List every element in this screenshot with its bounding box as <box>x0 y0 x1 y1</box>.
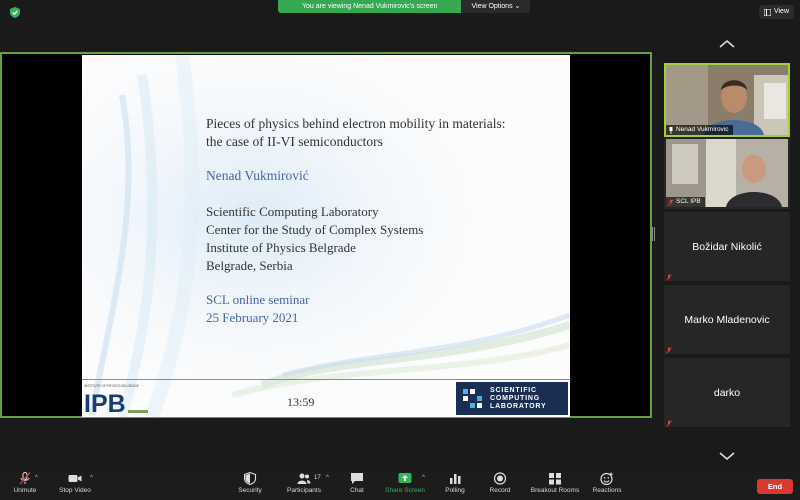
affiliation-line: Belgrade, Serbia <box>206 258 293 273</box>
breakout-rooms-button[interactable] <box>525 472 585 494</box>
participant-name: Marko Mladenovic <box>684 313 770 326</box>
audio-options-caret[interactable]: ^ <box>35 475 38 481</box>
end-meeting-button[interactable]: End <box>757 479 793 494</box>
participant-name-tag <box>664 274 676 281</box>
participant-name-tag <box>666 197 705 207</box>
stop-video-label: Stop Video <box>59 487 91 494</box>
participant-tile-darko[interactable] <box>664 358 790 427</box>
scl-logo-line: SCIENTIFIC <box>490 386 537 394</box>
participants-label: Participants <box>287 487 321 494</box>
participant-name-tag <box>666 125 733 135</box>
participant-name-tag <box>664 420 676 427</box>
encryption-shield-icon[interactable] <box>10 7 20 18</box>
scl-logo-mark-icon <box>460 386 486 412</box>
participant-tile-bozidar[interactable] <box>664 212 790 281</box>
video-options-caret[interactable]: ^ <box>90 475 93 481</box>
participants-count: 17 <box>314 475 321 481</box>
pin-icon <box>668 127 674 134</box>
chat-bubble-icon <box>350 472 364 485</box>
slide-time: 13:59 <box>287 395 315 409</box>
seminar-date: 25 February 2021 <box>206 310 299 325</box>
view-button-label: View <box>773 8 789 15</box>
slide-title-line1: Pieces of physics behind electron mobility in materials: <box>206 116 506 131</box>
mic-muted-icon <box>18 472 32 485</box>
record-label: Record <box>489 487 511 494</box>
reactions-label: Reactions <box>592 487 622 494</box>
security-button[interactable] <box>220 472 280 494</box>
affiliation-line: Scientific Computing Laboratory <box>206 204 379 219</box>
participant-tile-marko[interactable] <box>664 285 790 354</box>
slide-title-line2: the case of II-VI semiconductors <box>206 134 383 149</box>
participant-name-tag <box>664 347 676 354</box>
breakout-rooms-label: Breakout Rooms <box>530 487 580 494</box>
mic-muted-icon <box>666 347 672 354</box>
participant-name: Nenad Vukmirovic <box>676 126 729 133</box>
record-button[interactable] <box>470 472 530 494</box>
view-options-button[interactable]: View Options ⌄ <box>461 0 530 13</box>
share-screen-label: Share Screen <box>385 487 425 494</box>
ipb-logo-text: IPB <box>84 390 126 415</box>
splitter-handle[interactable] <box>652 227 655 241</box>
video-camera-icon <box>68 472 82 485</box>
participants-icon <box>297 472 311 485</box>
reactions-smiley-icon <box>600 472 614 485</box>
polling-bar-icon <box>448 472 462 485</box>
seminar-name: SCL online seminar <box>206 292 310 307</box>
record-icon <box>493 472 507 485</box>
chat-label: Chat <box>350 487 364 494</box>
scl-logo <box>456 382 568 415</box>
share-options-caret[interactable]: ^ <box>422 475 425 481</box>
participant-tile-scl-ipb[interactable] <box>664 137 790 209</box>
scl-logo-line: COMPUTING <box>490 394 540 402</box>
reactions-button[interactable] <box>577 472 637 494</box>
presentation-slide <box>82 55 570 417</box>
participants-button[interactable] <box>274 472 334 494</box>
ipb-logo <box>82 381 148 415</box>
polling-label: Polling <box>445 487 465 494</box>
slide-author: Nenad Vukmirović <box>206 168 309 183</box>
participant-tile-nenad[interactable] <box>664 63 790 137</box>
unmute-label: Unmute <box>13 487 37 494</box>
participant-name: darko <box>713 386 741 399</box>
scroll-up-icon[interactable] <box>717 38 737 50</box>
screen-share-banner <box>278 0 530 13</box>
scroll-down-icon[interactable] <box>717 450 737 462</box>
breakout-rooms-icon <box>548 472 562 485</box>
mic-muted-icon <box>666 420 672 427</box>
share-banner-message: You are viewing Nenad Vukmirovic's screen <box>278 0 461 13</box>
slide-affiliation <box>206 203 423 275</box>
participants-options-caret[interactable]: ^ <box>326 475 329 481</box>
affiliation-line: Institute of Physics Belgrade <box>206 240 356 255</box>
mic-muted-icon <box>666 274 672 281</box>
participant-name: SCL IPB <box>676 198 701 205</box>
share-screen-icon <box>398 472 412 485</box>
stop-video-button[interactable] <box>45 472 105 494</box>
grid-view-icon <box>764 9 771 16</box>
security-shield-icon <box>243 472 257 485</box>
slide-footer-divider <box>82 379 570 380</box>
mic-muted-icon <box>668 199 674 206</box>
slide-title <box>206 115 506 151</box>
scl-logo-line: LABORATORY <box>490 402 547 410</box>
meeting-toolbar <box>0 470 800 500</box>
shared-screen[interactable] <box>0 52 652 418</box>
view-button[interactable] <box>759 5 794 19</box>
affiliation-line: Center for the Study of Complex Systems <box>206 222 424 237</box>
security-label: Security <box>238 487 262 494</box>
ipb-logo-small: INSTITUTE OF PHYSICS BELGRADE <box>84 384 139 388</box>
participant-name: Božidar Nikolić <box>692 240 762 253</box>
slide-seminar <box>206 291 310 327</box>
